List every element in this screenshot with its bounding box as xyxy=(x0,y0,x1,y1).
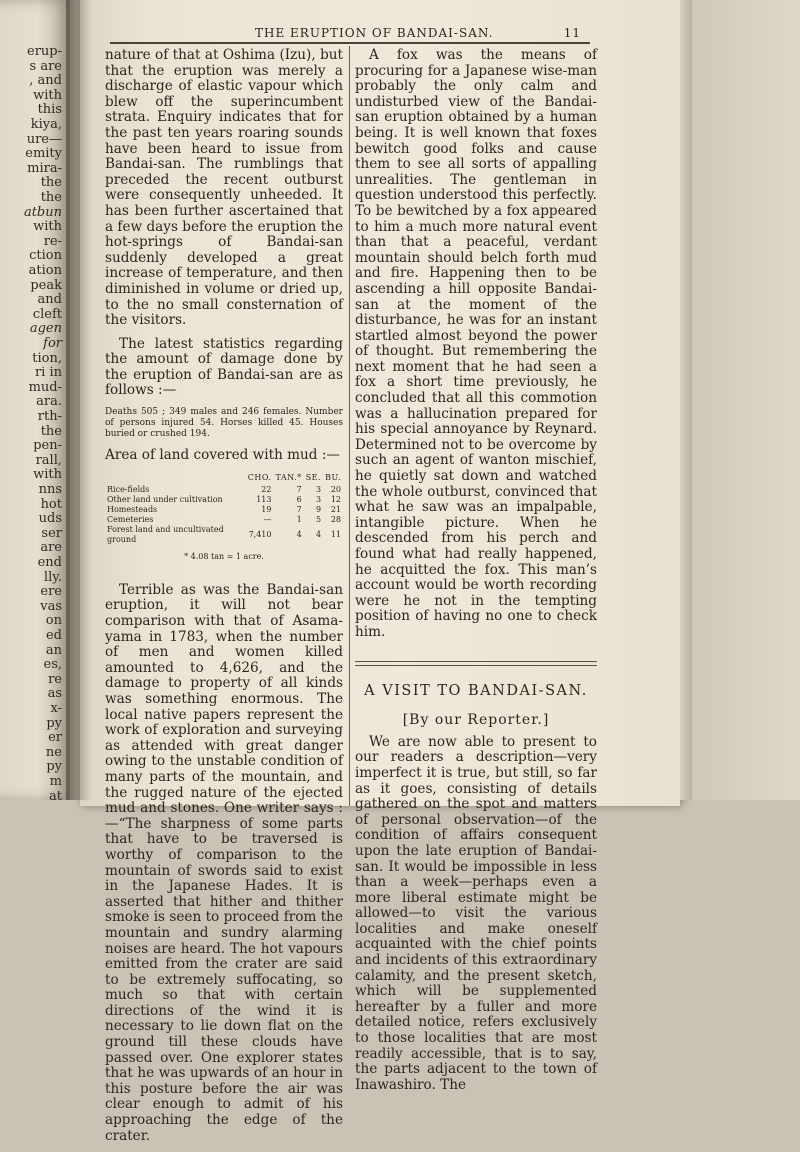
table-cell: 3 xyxy=(315,495,322,505)
left-page-text-fragment: rall, xyxy=(35,452,62,468)
left-page-text-fragment: and xyxy=(37,292,62,308)
paragraph: A fox was the means of procuring for a Japanese wise-man probably the only calm and undisturbed view of the Bandai-san eruption obtained by a human being. It is well known that foxes bewitch good folks and cause them to see all sorts of appalling unrealities. The gentleman in question understood this perfectly. To be bewitched by a fox appeared to him a much more natural event than that a peaceful, verdant mountain should belch forth mud and fire. Happening then to be ascending a hill opposite Bandai-san at the moment of the disturbance, he was for an instant startled almost beyond the power of thought. But remembering the next moment that he had seen a fox a short time previously, he concluded that all this commotion was a hallucination prepared for his special annoyance by Reynard. Determined not to be overcome by such an agent of wanton mischief, he quietly sat down and watched the whole outburst, convinced that what he saw was an impalpable, intangible picture. When he descended from his perch and found what had really happened, he acquitted the fox. This man’s account would be worth recording were he not in the tempting position of having no one to check him. xyxy=(355,47,597,640)
left-page-text-fragment: es, xyxy=(43,657,62,673)
table-row-label: Other land under cultivation xyxy=(107,495,223,505)
table-header-cell: TAN.* xyxy=(275,472,302,482)
left-page-text-fragment: re xyxy=(48,671,62,687)
right-column xyxy=(355,48,597,1101)
table-row xyxy=(105,515,343,525)
table-row-label: Rice-fields xyxy=(107,485,150,495)
left-page-text-fragment: ed xyxy=(45,628,62,643)
background xyxy=(692,0,800,800)
left-page-text-fragment: as xyxy=(47,686,62,702)
paragraph: We are now able to present to our readers a description—very imperfect it is true, but still, so far as it goes, consisting of details gathered on the spot and matters of personal observation—of the condition of affairs consequent upon the late eruption of Bandai-san. It would be impossible in less than a week—perhaps even a more liberal estimate might be allowed—to visit the various localities and make oneself acquainted with the chief points and incidents of this extraordinary calamity, and the present sketch, which will be supplemented hereafter by a fuller and more detailed notice, refers exclusively to those localities that are most readily accessible, that is to say, the parts adjacent to the town of Inawashiro. The xyxy=(355,733,597,1093)
left-page-text-fragment: ere xyxy=(40,584,62,600)
mud-heading: Area of land covered with mud :— xyxy=(105,447,341,464)
left-page-text-fragment: x- xyxy=(50,701,62,716)
table-cell: 113 xyxy=(256,495,272,505)
left-page-text-fragment: on xyxy=(45,613,62,629)
left-page-text-fragment: ure— xyxy=(26,131,62,147)
table-cell: 22 xyxy=(261,485,272,495)
left-page-text-fragment: nns xyxy=(38,482,62,497)
left-page-text-fragment: py xyxy=(46,715,62,731)
table-row-label: Forest land and uncultivated ground xyxy=(107,525,224,545)
left-page-text-fragment: pen- xyxy=(33,438,62,454)
column-separator xyxy=(349,46,350,806)
table-cell: 1 xyxy=(296,515,302,525)
left-page-text-fragment: peak xyxy=(30,277,62,293)
left-page-text-fragment: atbun xyxy=(23,204,62,220)
section-title: A VISIT TO BANDAI-SAN. xyxy=(364,682,588,699)
left-page-text-fragment: kiya, xyxy=(30,117,62,132)
left-page-text-fragment: ne xyxy=(45,744,62,760)
left-page-text-fragment: with xyxy=(33,467,62,483)
left-page-text-fragment: s are xyxy=(29,58,62,74)
left-page-text-fragment: at xyxy=(49,788,62,804)
table-cell: 4 xyxy=(296,530,302,540)
left-page-text-fragment: ara. xyxy=(36,394,62,410)
paragraph: nature of that at Oshima (Izu), but that the eruption was merely a discharge of elastic vapour which blew off the superincumbent strata. Enquiry indicates that for the past ten years roaring sounds have been heard to issue from Bandai-san. The rumblings that preceded the recent outburst were consequently unheeded. It has been further ascertained that a few days before the eruption the hot-springs of Bandai-san suddenly developed a great increase of temperature, and then diminished in volume or dried up, to the no small consternation of the visitors. xyxy=(105,47,343,329)
table-header-cell: SE. xyxy=(305,472,322,482)
left-page-text-fragment: vas xyxy=(40,598,62,614)
table-cell: 3 xyxy=(315,485,322,495)
table-cell: 7 xyxy=(296,485,302,495)
table-footnote: * 4.08 tan = 1 acre. xyxy=(184,552,264,562)
left-page-text-fragment: uds xyxy=(38,511,62,527)
left-page-text-fragment: ri in xyxy=(34,365,62,381)
table-row-label: Cemeteries xyxy=(107,515,154,525)
left-page-text-fragment: with xyxy=(33,87,62,103)
header-title: THE ERUPTION OF BANDAI-SAN. xyxy=(255,26,494,40)
left-page-text-fragment: an xyxy=(45,642,62,658)
table-cell: 6 xyxy=(296,495,302,505)
byline: [By our Reporter.] xyxy=(402,712,550,729)
left-page-text-fragment: m xyxy=(49,774,62,789)
table-cell: 19 xyxy=(261,505,272,515)
left-page-text-fragment: ation xyxy=(28,263,62,278)
table-header-cell: CHO. xyxy=(247,472,272,482)
table-header-row xyxy=(105,470,343,486)
left-page-text-fragment: are xyxy=(40,540,62,556)
left-page-text-fragment: emity xyxy=(25,146,62,162)
page-number: 11 xyxy=(563,26,581,40)
left-page-text-fragment: the xyxy=(40,190,62,205)
left-page-text-fragment: the xyxy=(40,175,62,191)
left-page-text-fragment: lly. xyxy=(43,569,62,585)
section-divider xyxy=(355,661,597,666)
page-edge xyxy=(680,0,692,800)
left-page-text-fragment: end xyxy=(37,555,62,570)
table-cell: 28 xyxy=(330,515,341,525)
left-page-text-fragment: hot xyxy=(40,496,62,512)
table-row xyxy=(105,495,343,505)
table-cell: — xyxy=(263,515,272,525)
left-page-text-fragment: re- xyxy=(43,233,62,249)
statistics-line: Deaths 505 ; 349 males and 246 females. Number of persons injured 54. Horses killed 45. Houses buried or crushed 194. xyxy=(105,407,343,440)
table-header-cell xyxy=(105,470,246,486)
left-page-text-fragment: py xyxy=(46,759,62,775)
left-page-text-fragment: with xyxy=(33,219,62,235)
gutter-shadow xyxy=(66,0,92,800)
table-body xyxy=(105,485,343,545)
paragraph: Terrible as was the Bandai-san eruption, it will not bear comparison with that of Asama-yama in 1783, when the number of men and women killed amounted to 4,626, and the damage to property of all kinds was something enormous. The local native papers represent the work of exploration and surveying as attended with great danger owing to the unstable condition of many parts of the mountain, and the rugged nature of the ejected mud and stones. One writer says :—“The sharpness of some parts that have to be traversed is worthy of comparison to the mountain of swords said to exist in the Japanese Hades. It is asserted that hither and thither smoke is seen to proceed from the mountain and sundry alarming noises are heard. The hot vapours emitted from the crater are said to be extremely suffocating, so much so that with certain directions of the wind it is necessary to lie down flat on the ground till these clouds have passed over. One explorer states that he was upwards of an hour in this posture before the air was clear enough to admit of his approaching the edge of the crater. xyxy=(105,581,343,1144)
left-page-text-fragment: rth- xyxy=(37,409,62,424)
left-page-text-fragment: ction xyxy=(29,248,62,264)
left-page-text-fragment: this xyxy=(37,102,62,118)
left-page-text-fragment: cleft xyxy=(32,306,62,322)
table-row-label: Homesteads xyxy=(107,505,158,515)
table-cell: 21 xyxy=(330,505,341,515)
left-page-text-fragment: for xyxy=(43,336,62,351)
mud-area-table xyxy=(105,470,343,546)
table-cell: 9 xyxy=(315,505,322,515)
left-page-text-fragment: er xyxy=(48,730,62,746)
left-page-text-fragment: tion, xyxy=(32,350,62,366)
left-column xyxy=(105,48,343,1152)
table-cell: 5 xyxy=(315,515,322,525)
left-page-fragment xyxy=(0,0,70,804)
table-row xyxy=(105,485,343,495)
left-page-text-fragment: erup- xyxy=(27,44,62,59)
table-row xyxy=(105,505,343,515)
left-page-text-fragment: mira- xyxy=(27,160,62,176)
left-page-text-fragment: ser xyxy=(41,525,62,541)
table-row xyxy=(105,525,343,545)
table-header-cell: BU. xyxy=(325,472,341,482)
running-header xyxy=(255,26,581,40)
table-cell: 20 xyxy=(330,485,341,495)
table-cell: 7,410 xyxy=(248,530,272,540)
left-page-text-fragment: mud- xyxy=(28,379,62,395)
left-page-text-fragment: agen xyxy=(29,321,62,337)
header-rule xyxy=(110,42,590,44)
table-cell: 4 xyxy=(315,530,322,540)
paragraph: The latest statistics regarding the amount of damage done by the eruption of Bandai-san are as follows :— xyxy=(105,335,343,399)
table-cell: 7 xyxy=(296,505,302,515)
left-page-text-fragment: , and xyxy=(29,73,62,89)
left-page-text-fragment: the xyxy=(40,423,62,439)
table-cell: 11 xyxy=(330,530,341,540)
table-cell: 12 xyxy=(330,495,341,505)
